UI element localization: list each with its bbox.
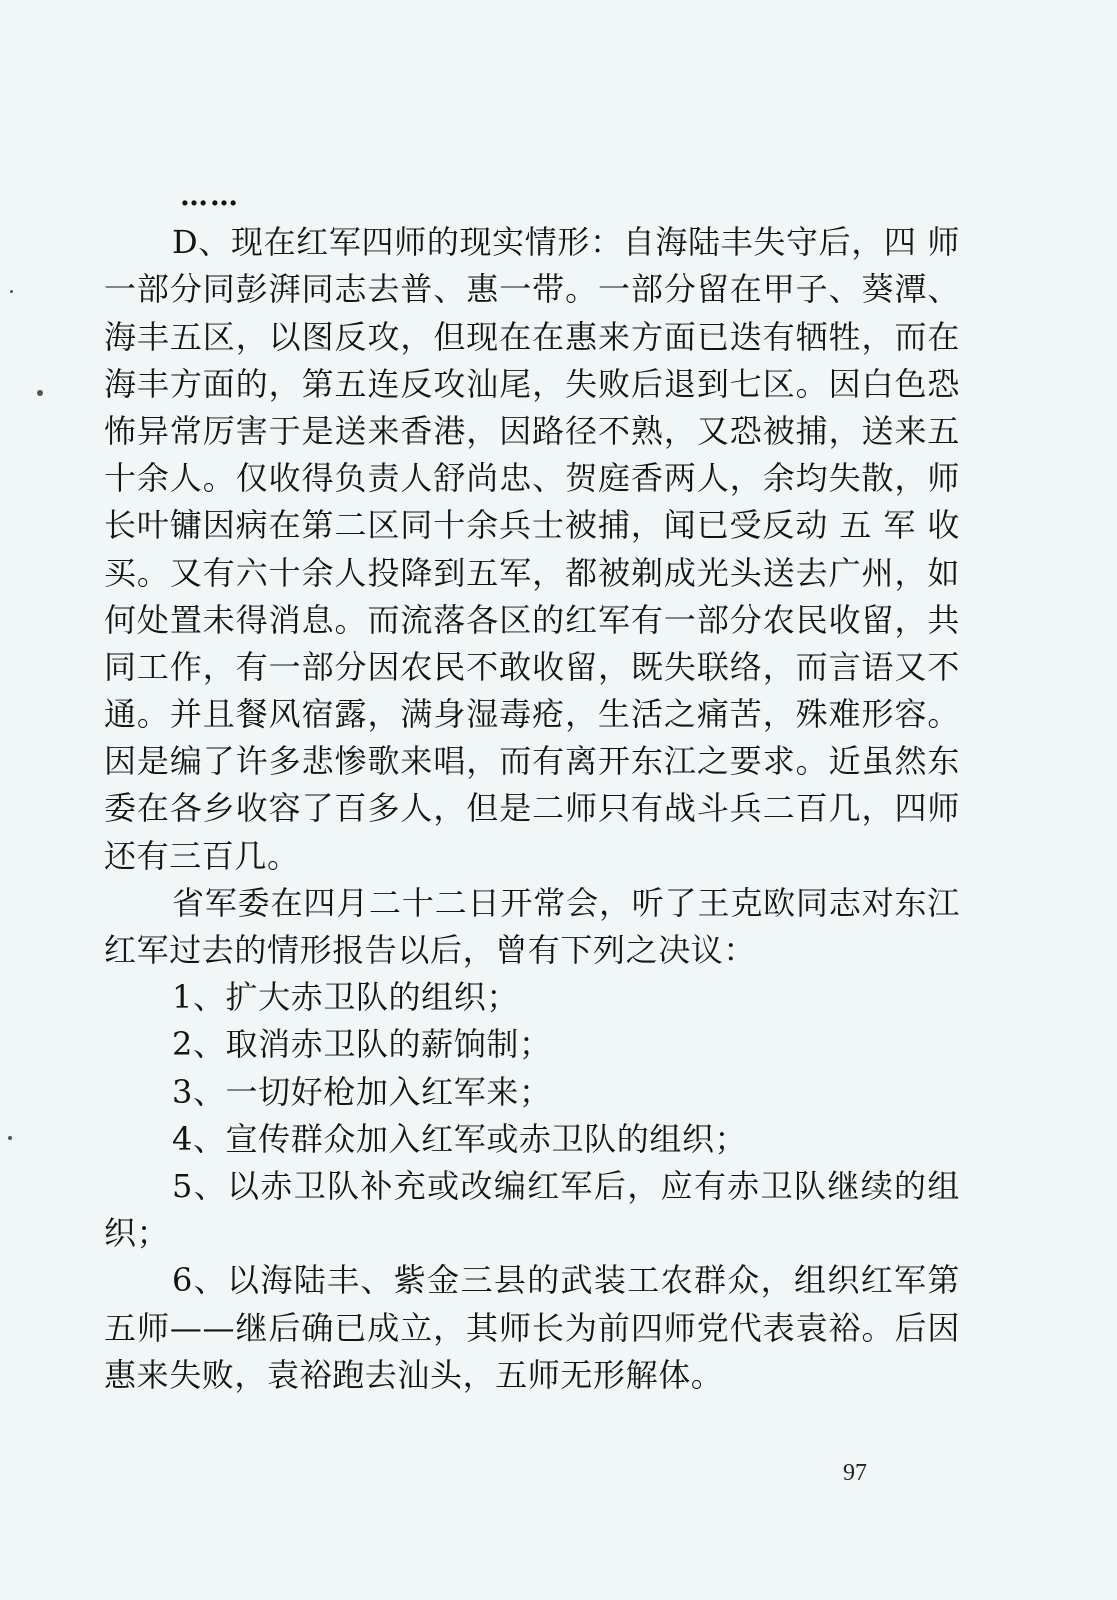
text-line: 还有三百几。 <box>104 836 300 875</box>
text-line: 海丰方面的，第五连反攻汕尾，失败后退到七区。因白色恐 <box>104 364 960 403</box>
text-line: D、现在红军四师的现实情形：自海陆丰失守后，四 师 <box>172 223 960 262</box>
text-line: 一部分同彭湃同志去普、惠一带。一部分留在甲子、葵潭、 <box>104 270 960 309</box>
text-line: 怖异常厉害于是送来香港，因路径不熟，又恐被捕，送来五 <box>104 411 960 450</box>
text-line: 五师——继后确已成立，其师长为前四师党代表袁裕。后因 <box>104 1308 960 1347</box>
text-line: 因是编了许多悲惨歌来唱，而有离开东江之要求。近虽然东 <box>104 742 960 781</box>
scan-speck <box>10 290 13 293</box>
resolution-item: 5、以赤卫队补充或改编红军后，应有赤卫队继续的组 <box>172 1166 960 1205</box>
text-line: 买。又有六十余人投降到五军，都被剃成光头送去广州，如 <box>104 553 960 592</box>
ellipsis-line: …… <box>180 179 240 212</box>
body-text <box>104 172 960 1399</box>
text-line: 红军过去的情形报告以后，曾有下列之决议： <box>104 931 757 969</box>
resolution-item: 6、以海陆丰、紫金三县的武装工农群众，组织红军第 <box>172 1261 960 1300</box>
resolution-item: 1、扩大赤卫队的组织； <box>172 978 519 1017</box>
resolution-item: 3、一切好枪加入红军来； <box>172 1072 552 1111</box>
resolution-item: 2、取消赤卫队的薪饷制； <box>172 1025 552 1064</box>
text-line: 十余人。仅收得负责人舒尚忠、贺庭香两人，余均失散，师 <box>104 459 960 498</box>
text-line: 海丰五区，以图反攻，但现在在惠来方面已迭有牺牲，而在 <box>104 317 960 356</box>
text-line: 同工作，有一部分因农民不敢收留，既失联络，而言语又不 <box>104 647 960 686</box>
page-number: 97 <box>843 1460 867 1486</box>
text-line: 通。并且餐风宿露，满身湿毒疮，生活之痛苦，殊难形容。 <box>104 695 960 734</box>
resolution-item: 4、宣传群众加入红军或赤卫队的组织； <box>172 1119 748 1158</box>
scan-speck <box>8 1136 12 1140</box>
text-line: 长叶镛因病在第二区同十余兵士被捕，闻已受反动 五 军 收 <box>104 506 960 545</box>
text-line: 省军委在四月二十二日开常会，听了王克欧同志对东江 <box>172 883 960 922</box>
text-line: 惠来失败，袁裕跑去汕头，五师无形解体。 <box>104 1355 724 1394</box>
text-line: 何处置未得消息。而流落各区的红军有一部分农民收留，共 <box>104 600 960 639</box>
scan-speck <box>37 390 43 396</box>
text-line: 委在各乡收容了百多人，但是二师只有战斗兵二百几，四师 <box>104 789 960 828</box>
text-line: 织； <box>104 1214 170 1253</box>
